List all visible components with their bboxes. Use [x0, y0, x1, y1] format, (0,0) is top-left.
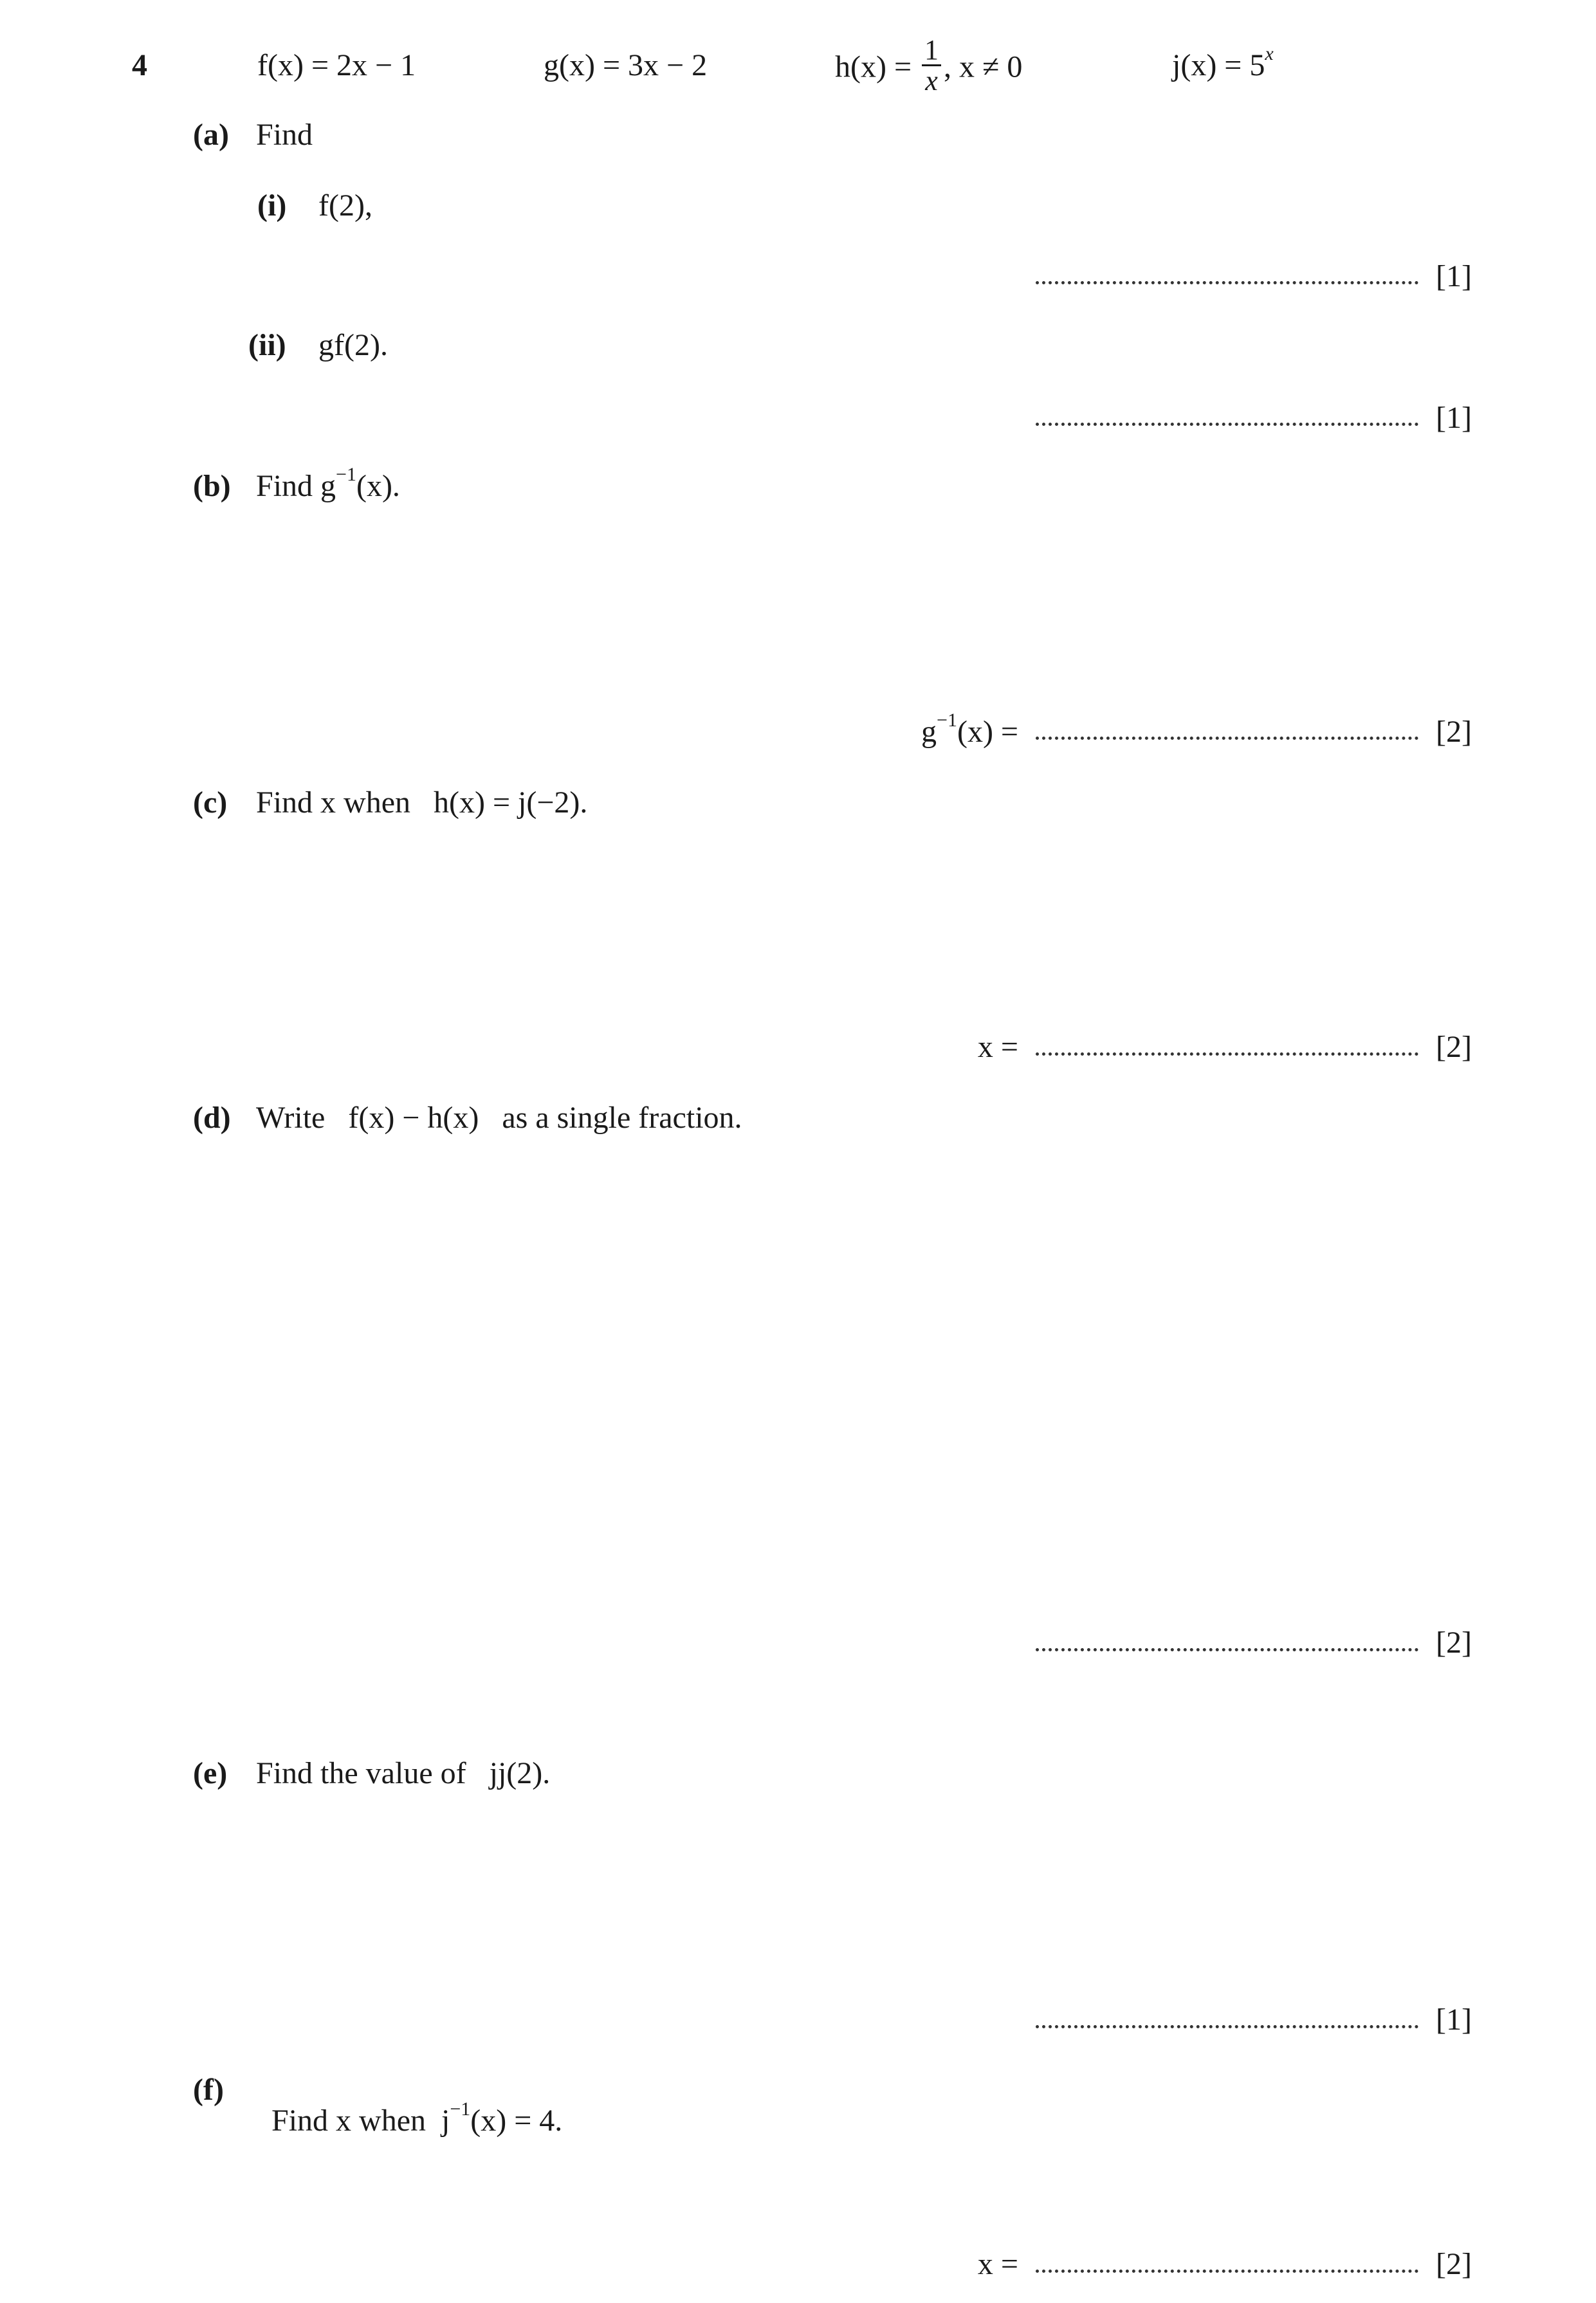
- definition-j: [1172, 43, 1274, 82]
- answer-line-c[interactable]: [1036, 1052, 1418, 1056]
- answer-lhs-b-sup: −1: [937, 710, 957, 731]
- part-f-text-sup: −1: [450, 2098, 471, 2120]
- definition-h-denominator: x: [925, 65, 938, 96]
- definition-h-fraction: [922, 36, 941, 96]
- answer-lhs-b-post: (x) =: [957, 715, 1018, 749]
- definition-h-lhs: h(x) =: [835, 50, 920, 84]
- part-b-text-post: (x).: [356, 469, 400, 503]
- part-d-text: Write f(x) − h(x) as a single fraction.: [256, 1101, 742, 1135]
- part-b-text: [256, 464, 400, 503]
- mark-d: [2]: [1436, 1626, 1472, 1660]
- part-d-label: (d): [193, 1101, 231, 1135]
- part-e-label: (e): [193, 1756, 228, 1790]
- part-f-label: (f): [193, 2073, 224, 2107]
- definition-j-exponent: x: [1265, 43, 1274, 64]
- part-f-text-pre: Find x when j: [271, 2104, 450, 2138]
- part-e-text: Find the value of jj(2).: [256, 1756, 551, 1790]
- answer-line-a-ii[interactable]: [1036, 423, 1418, 426]
- question-number: 4: [132, 48, 147, 82]
- answer-lhs-c: x =: [977, 1030, 1018, 1064]
- mark-b: [2]: [1436, 715, 1472, 749]
- definition-h: [835, 34, 1023, 100]
- answer-lhs-f: x =: [977, 2247, 1018, 2281]
- part-f-text: [256, 2075, 562, 2136]
- answer-line-f[interactable]: [1036, 2270, 1418, 2273]
- part-a-ii-text: gf(2).: [318, 328, 388, 362]
- mark-e: [1]: [1436, 2003, 1472, 2037]
- answer-lhs-b: [921, 710, 1018, 749]
- part-b-label: (b): [193, 469, 231, 503]
- part-a-i-label: (i): [257, 188, 287, 223]
- answer-line-d[interactable]: [1036, 1648, 1418, 1651]
- answer-line-b[interactable]: [1036, 737, 1418, 740]
- part-a-i-text: f(2),: [318, 188, 372, 223]
- answer-line-a-i[interactable]: [1036, 281, 1418, 284]
- mark-a-i: [1]: [1436, 259, 1472, 293]
- definition-j-base: j(x) = 5: [1172, 48, 1265, 82]
- part-b-text-sup: −1: [336, 464, 356, 485]
- mark-c: [2]: [1436, 1030, 1472, 1064]
- definition-g: g(x) = 3x − 2: [544, 48, 708, 82]
- answer-lhs-b-pre: g: [921, 715, 937, 749]
- part-a-ii-label: (ii): [248, 328, 286, 362]
- part-f-text-post: (x) = 4.: [470, 2104, 563, 2138]
- mark-f: [2]: [1436, 2247, 1472, 2281]
- part-b-text-pre: Find g: [256, 469, 336, 503]
- definition-f: f(x) = 2x − 1: [257, 48, 416, 82]
- part-c-label: (c): [193, 785, 228, 820]
- definition-h-condition: , x ≠ 0: [944, 50, 1023, 84]
- part-c-text: Find x when h(x) = j(−2).: [256, 785, 588, 820]
- part-a-text: Find: [256, 118, 313, 152]
- mark-a-ii: [1]: [1436, 401, 1472, 435]
- answer-line-e[interactable]: [1036, 2025, 1418, 2028]
- part-a-label: (a): [193, 118, 229, 152]
- definition-h-numerator: 1: [922, 36, 941, 66]
